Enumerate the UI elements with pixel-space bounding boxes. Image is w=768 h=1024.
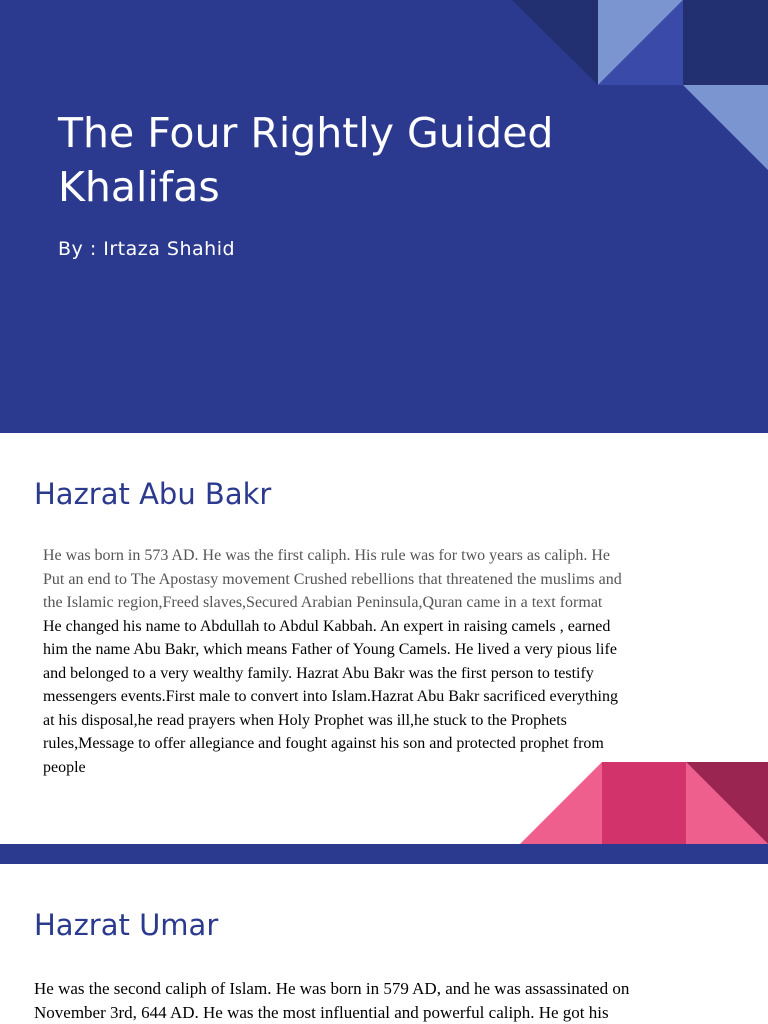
body-line: November 3rd, 644 AD. He was the most influential and powerful caliph. He got his [34,1003,609,1022]
body-line: messengers events.First male to convert into Islam.Hazrat Abu Bakr sacrificed everything [43,688,618,705]
body-line: He changed his name to Abdullah to Abdul Kabbah. An expert in raising camels , earned [43,617,611,635]
deco-dark-triangle [512,0,598,85]
body-line: Put an end to The Apostasy movement Crushed rebellions that threatened the muslims and [43,570,622,588]
body-line: people [43,758,86,776]
body-line: rules,Message to offer allegiance and fought against his son and protected prophet from [43,735,604,752]
deco-light-lower-triangle [683,85,768,170]
title-line-2: Khalifas [58,163,220,211]
title-slide [0,0,768,433]
umar-body [34,977,754,1024]
abu-bakr-body [43,544,743,779]
umar-slide [0,864,768,1024]
body-line: the Islamic region,Freed slaves,Secured Arabian Peninsula,Quran came in a text format [43,594,603,611]
deco-dark-square [683,0,768,85]
title-corner-decoration [0,0,768,433]
slide-separator-band [0,844,768,864]
abu-bakr-slide [0,433,768,844]
title-line-1: The Four Rightly Guided [58,109,554,157]
umar-heading: Hazrat Umar [34,908,219,942]
body-line: at his disposal,he read prayers when Holy Prophet was ill,he stuck to the Prophets [43,711,567,729]
body-line: He was the second caliph of Islam. He was born in 579 AD, and he was assassinated on [34,979,630,998]
body-line: him the name Abu Bakr, which means Father of Young Camels. He lived a very pious life [43,641,617,658]
abu-bakr-heading: Hazrat Abu Bakr [34,477,272,511]
presentation-title [58,106,678,214]
presentation-subtitle: By : Irtaza Shahid [58,238,236,260]
body-line: and belonged to a very wealthy family. Hazrat Abu Bakr was the first person to testify [43,664,594,682]
body-line: He was born in 573 AD. He was the first caliph. His rule was for two years as caliph. He [43,547,610,564]
